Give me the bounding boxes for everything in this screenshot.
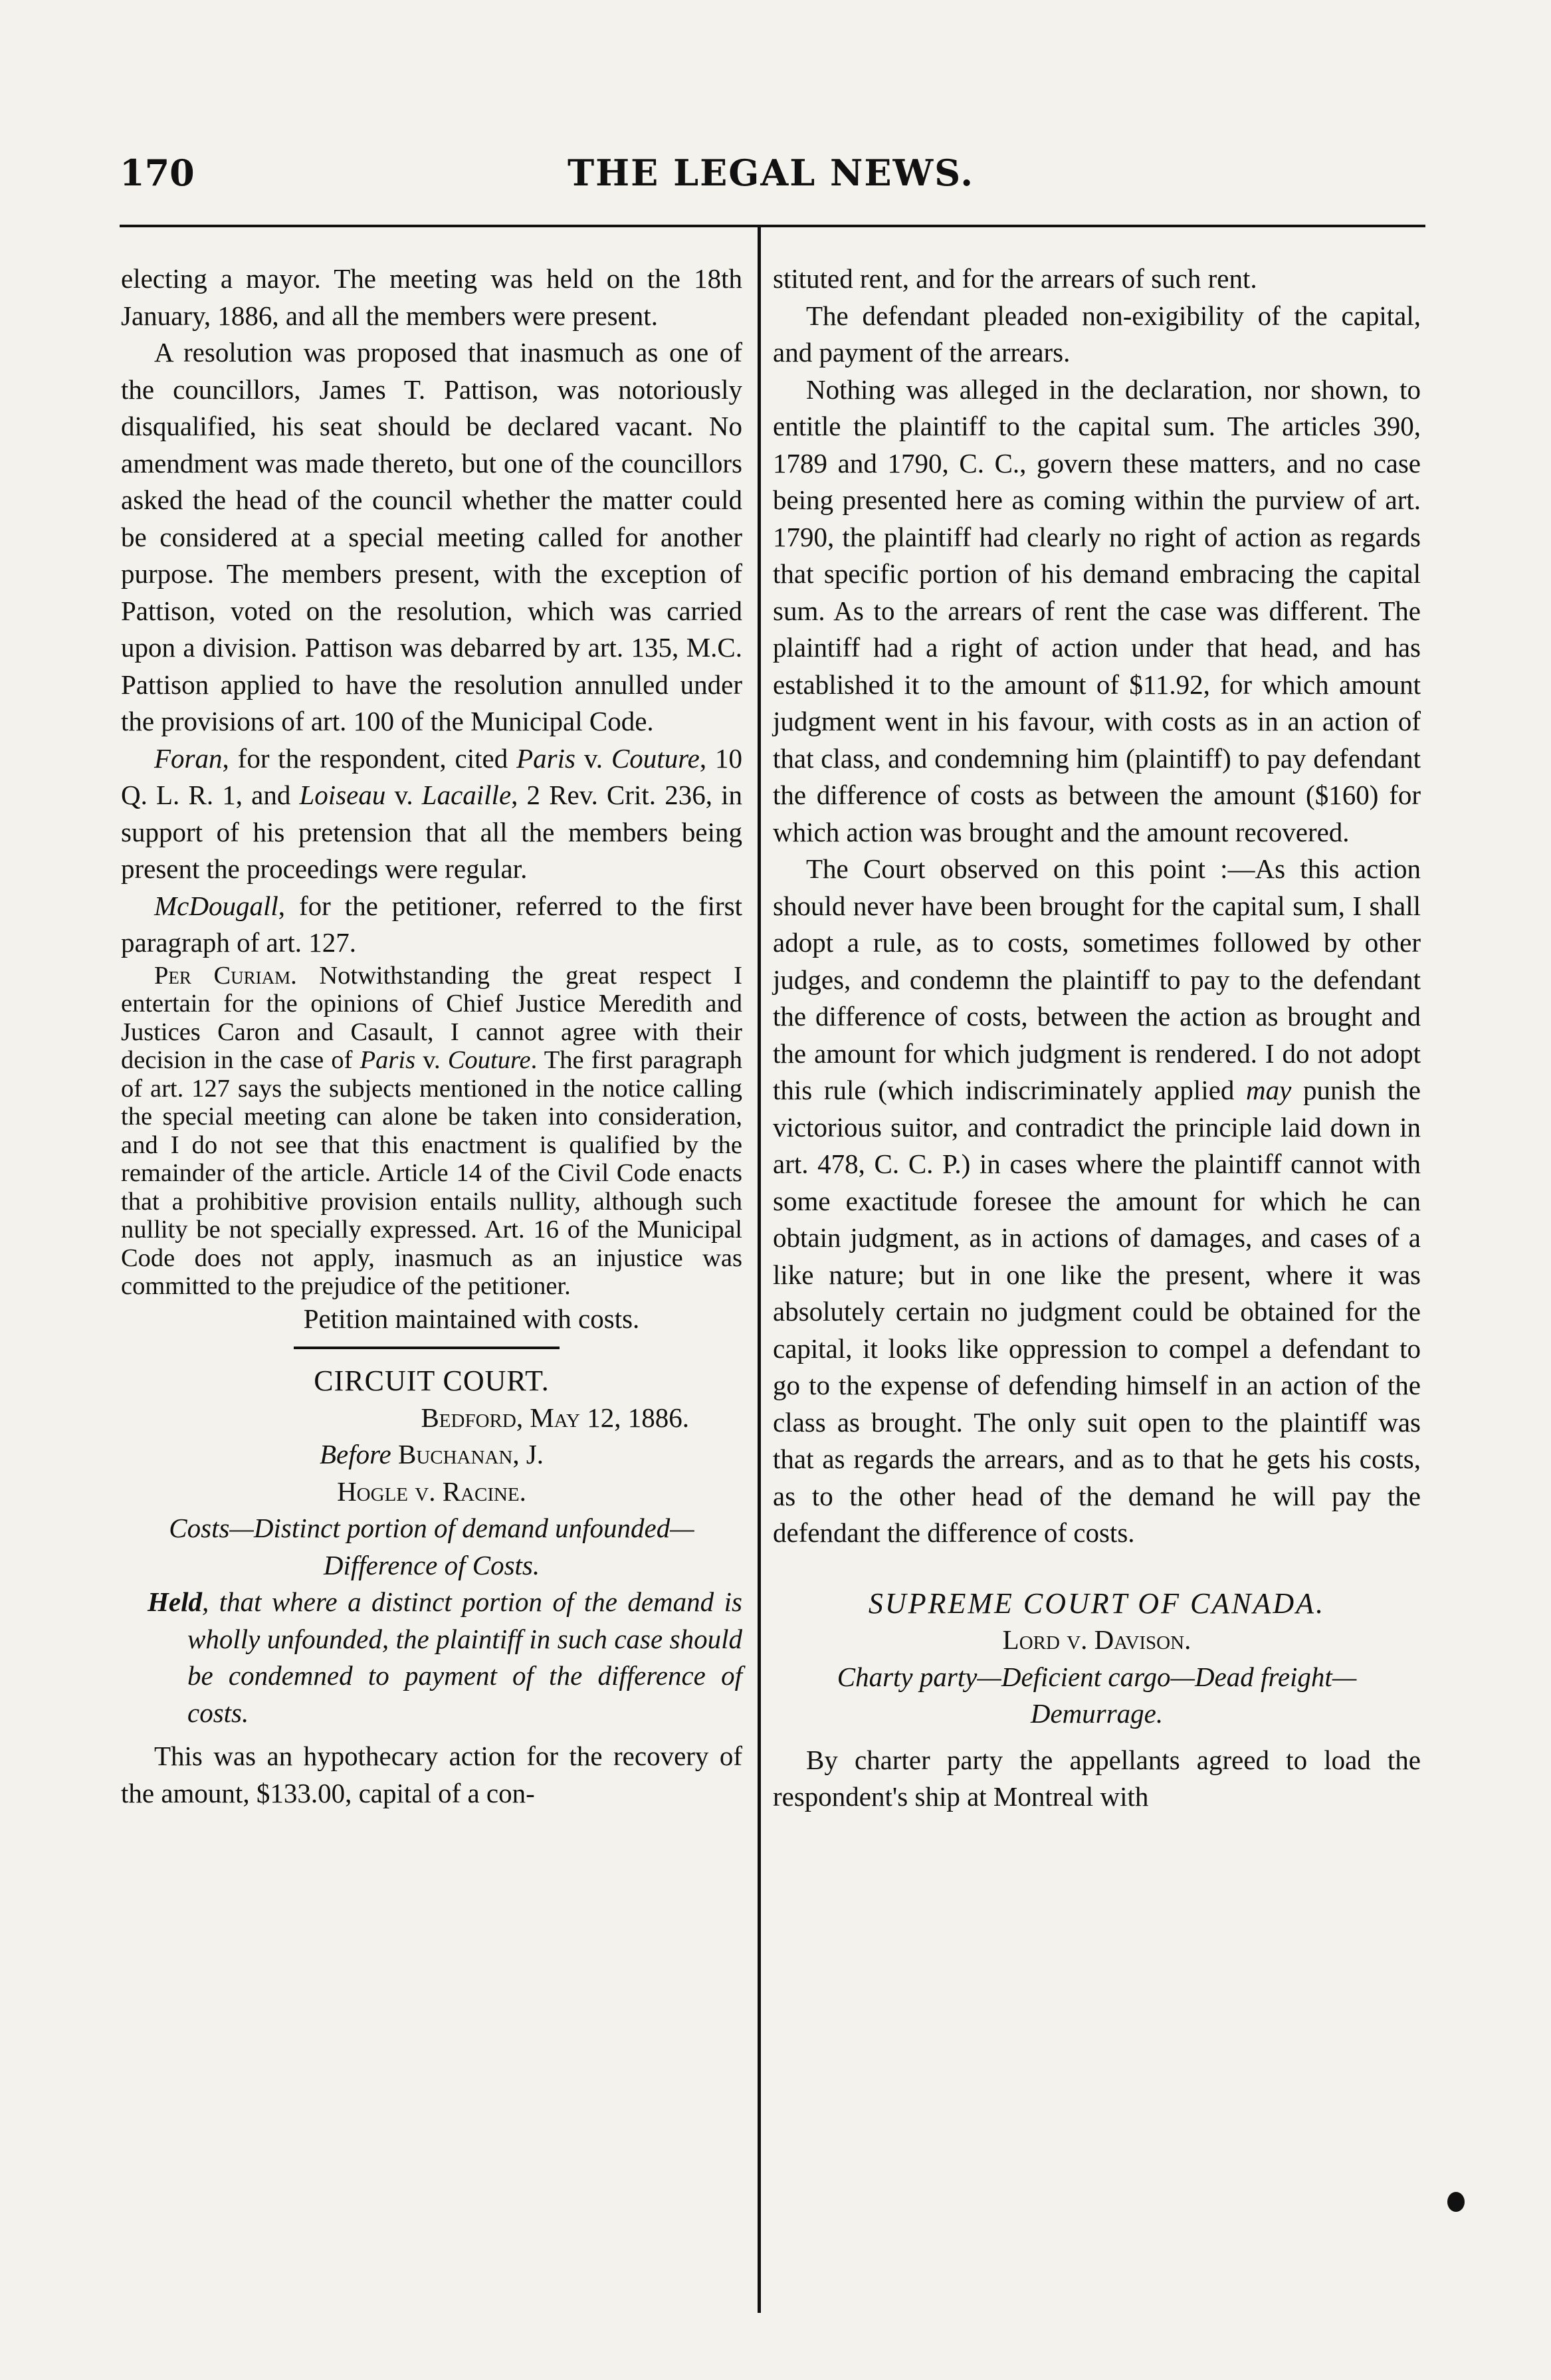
paragraph-counsel-citation: Foran, for the respondent, cited Paris v. Couture, 10 Q. L. R. 1, and Loiseau v. Lacaille, 2 Rev. Crit. 236, in support of his pretension that all the members being present the proceedings were regular. <box>121 742 743 884</box>
running-title: THE LEGAL NEWS. <box>567 152 975 194</box>
case-parties: Lord v. Davison. <box>1002 1624 1191 1655</box>
court-heading: CIRCUIT COURT. <box>314 1364 550 1397</box>
left-column <box>121 261 742 1812</box>
result-line: Petition maintained with costs. <box>303 1303 640 1334</box>
page-header <box>120 152 1422 198</box>
court-heading: SUPREME COURT OF CANADA. <box>868 1586 1326 1620</box>
case-caption: Costs—Distinct portion of demand unfounded—Difference of Costs. <box>169 1513 694 1580</box>
section-rule <box>294 1347 560 1349</box>
right-column <box>773 261 1421 1816</box>
case-caption: Charty party—Deficient cargo—Dead freight—Demurrage. <box>837 1661 1357 1729</box>
paragraph: The Court observed on this point :—As this action should never have been brought for the capital sum, I shall adopt a rule, as to costs, sometimes followed by other judges, and condemn the plaintiff to pay to the defendant the difference of costs, between the action as brought and the amount for which judgment is rendered. I do not adopt this rule (which indiscriminately applied may punish the victorious suitor, and contradict the principle laid down in art. 478, C. C. P.) in cases where the plaintiff cannot with some exactitude foresee the amount for which he can obtain judgment, as in actions of damages, and cases of a like nature; but in one like the present, where it was absolutely certain no judgment could be obtained for the capital, it looks like oppression to compel a defendant to go to the expense of defending himself in an action of the class as brought. The only suit open to the plaintiff was that as regards the arrears, and as to that he gets his costs, as to the other head of the demand he will pay the defendant the difference of costs. <box>773 853 1421 1548</box>
paragraph-counsel-reference: McDougall, for the petitioner, referred to the first paragraph of art. 127. <box>121 890 742 958</box>
case-name: Lacaille <box>421 780 512 810</box>
case-name: Paris <box>516 742 575 774</box>
per-curiam: Per Curiam. <box>154 961 297 990</box>
paragraph: The defendant pleaded non-exigibility of the capital, and payment of the arrears. <box>773 300 1421 368</box>
column-rule <box>758 226 761 2313</box>
paragraph: stituted rent, and for the arrears of such rent. <box>773 263 1257 294</box>
case-name: Paris <box>360 1046 416 1074</box>
paragraph: By charter party the appellants agreed to load the respondent's ship at Montreal with <box>773 1744 1421 1812</box>
counsel-name: McDougall <box>154 890 278 921</box>
before-judge: Before Buchanan, J. <box>319 1439 544 1469</box>
header-rule <box>120 225 1425 227</box>
counsel-name: Foran <box>154 742 223 774</box>
case-name: Couture <box>611 742 700 774</box>
held-note: Held, that where a distinct portion of the demand is wholly unfounded, the plaintiff in such case should be condemned to payment of the difference of costs. <box>148 1586 742 1728</box>
ink-spot <box>1447 2192 1465 2212</box>
paragraph: A resolution was proposed that inasmuch as one of the councillors, James T. Pattison, was notoriously disqualified, his seat should be declared vacant. No amendment was made thereto, but one of the councillors asked the head of the council whether the matter could be considered at a special meeting called for another purpose. The members present, with the exception of Pattison, voted on the resolution, which was carried upon a division. Pattison was debarred by art. 135, M.C. Pattison applied to have the resolution annulled under the provisions of art. 100 of the Municipal Code. <box>121 337 742 736</box>
place-date: Bedford, May 12, 1886. <box>421 1402 689 1433</box>
paragraph: electing a mayor. The meeting was held on the 18th January, 1886, and all the members were present. <box>121 263 742 331</box>
case-name: Loiseau <box>299 780 386 810</box>
case-parties: Hogle v. Racine. <box>337 1475 526 1507</box>
judgment-paragraph: Per Curiam. Notwithstanding the great respect I entertain for the opinions of Chief Justice Meredith and Justices Caron and Casault, I cannot agree with their decision in the case of Paris v. Couture. The first paragraph of art. 127 says the subjects mentioned in the notice calling the special meeting can alone be taken into consideration, and I do not see that this enactment is qualified by the remainder of the article. Article 14 of the Civil Code enacts that a prohibitive provision entails nullity, although such nullity be not specially expressed. Art. 16 of the Municipal Code does not apply, inasmuch as an injustice was committed to the prejudice of the petitioner. <box>121 961 742 1300</box>
paragraph: This was an hypothecary action for the recovery of the amount, $133.00, capital of a con- <box>121 1741 742 1808</box>
paragraph: Nothing was alleged in the declaration, nor shown, to entitle the plaintiff to the capital sum. The articles 390, 1789 and 1790, C. C., govern these matters, and no case being presented here as coming within the purview of art. 1790, the plaintiff had clearly no right of action as regards that specific portion of his demand embracing the capital sum. As to the arrears of rent the case was different. The plaintiff had a right of action under that head, and has established it to the amount of $11.92, for which amount judgment went in his favour, with costs as in an action of that class, and condemning him (plaintiff) to pay defendant the difference of costs as between the amount ($160) for which action was brought and the amount recovered. <box>773 374 1421 847</box>
page-number: 170 <box>120 152 195 194</box>
case-name: Couture <box>447 1046 531 1074</box>
